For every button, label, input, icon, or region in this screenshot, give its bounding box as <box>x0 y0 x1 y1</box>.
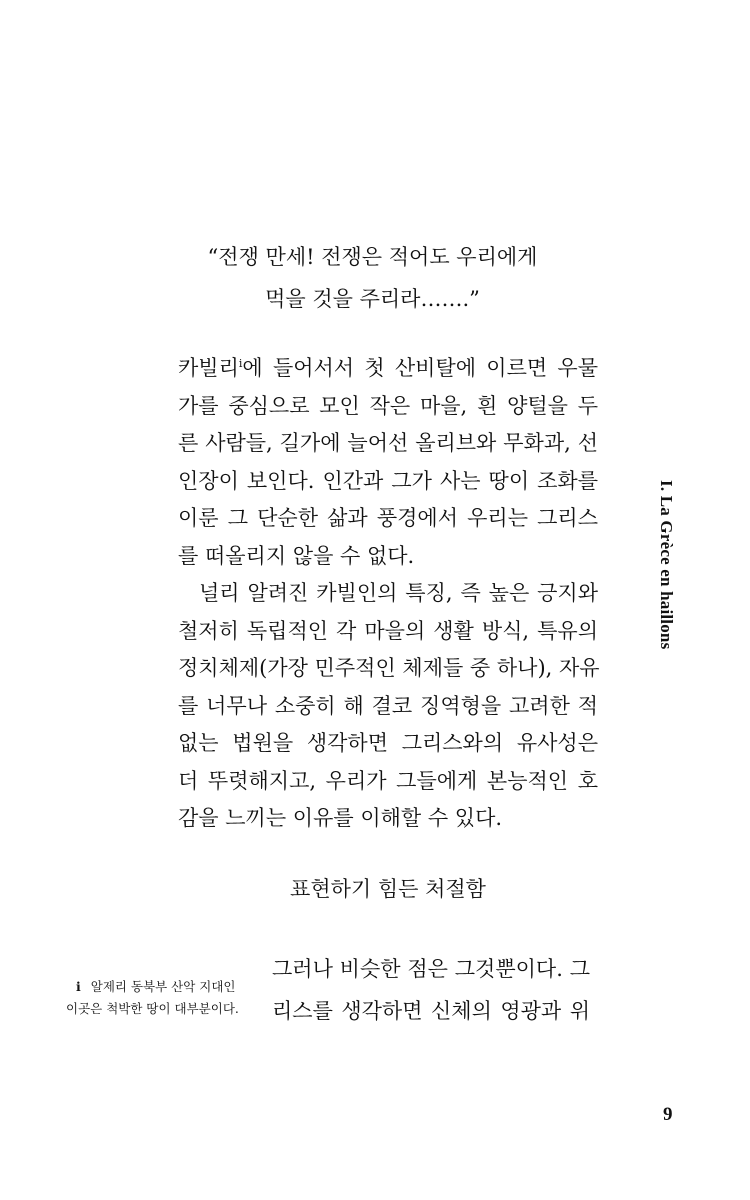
paragraph-line: 없는 법원을 생각하면 그리스와의 유사성은 <box>178 731 598 755</box>
paragraph-line: 가를 중심으로 모인 작은 마을, 흰 양털을 두 <box>178 393 598 418</box>
paragraph-line: 를 너무나 소중히 해 결코 징역형을 고려한 적 <box>178 693 598 718</box>
place-name: 카빌리 <box>178 356 239 380</box>
paragraph-line: 정치체제(가장 민주적인 체제들 중 하나), 자유 <box>178 656 600 680</box>
epigraph <box>150 236 595 320</box>
paragraph-line: 리스를 생각하면 신체의 영광과 위 <box>272 999 590 1023</box>
body-paragraph <box>178 350 598 575</box>
footnote-text: 알제리 동북부 산악 지대인 <box>90 979 236 994</box>
paragraph-line: 더 뚜렷해지고, 우리가 그들에게 본능적인 호 <box>178 768 598 793</box>
running-title: I. La Grèce en haillons <box>657 480 676 650</box>
paragraph-line: 널리 알려진 카빌인의 특징, 즉 높은 긍지와 <box>199 581 598 605</box>
body-paragraph <box>178 575 598 838</box>
epigraph-line: 먹을 것을 주리라…….” <box>265 287 480 311</box>
line-text: 에 들어서서 첫 산비탈에 이르면 우물 <box>242 356 598 380</box>
paragraph-line <box>178 350 598 388</box>
paragraph-line: 른 사람들, 길가에 늘어선 올리브와 무화과, 선 <box>178 431 598 455</box>
paragraph-line: 감을 느끼는 이유를 이해할 수 있다. <box>178 806 503 830</box>
paragraph-line: 그러나 비슷한 점은 그것뿐이다. 그 <box>272 957 590 981</box>
footnote-line: 이곳은 척박한 땅이 대부분이다. <box>66 1001 239 1016</box>
footnote <box>66 976 266 1020</box>
section-heading: 표현하기 힘든 처절함 <box>290 877 486 901</box>
paragraph-line: 철저히 독립적인 각 마을의 생활 방식, 특유의 <box>178 618 598 643</box>
footnote-line <box>66 976 266 998</box>
paragraph-line: 인장이 보인다. 인간과 그가 사는 땅이 조화를 <box>178 468 598 493</box>
paragraph-line: 를 떠올리지 않을 수 없다. <box>178 543 415 568</box>
footnote-mark: i <box>76 979 81 994</box>
epigraph-line: “전쟁 만세! 전쟁은 적어도 우리에게 <box>207 245 538 269</box>
paragraph-line: 이룬 그 단순한 삶과 풍경에서 우리는 그리스 <box>178 506 598 530</box>
page-number: 9 <box>663 1104 673 1125</box>
footnote-reference: i <box>238 357 243 370</box>
body-paragraph <box>272 948 590 1032</box>
